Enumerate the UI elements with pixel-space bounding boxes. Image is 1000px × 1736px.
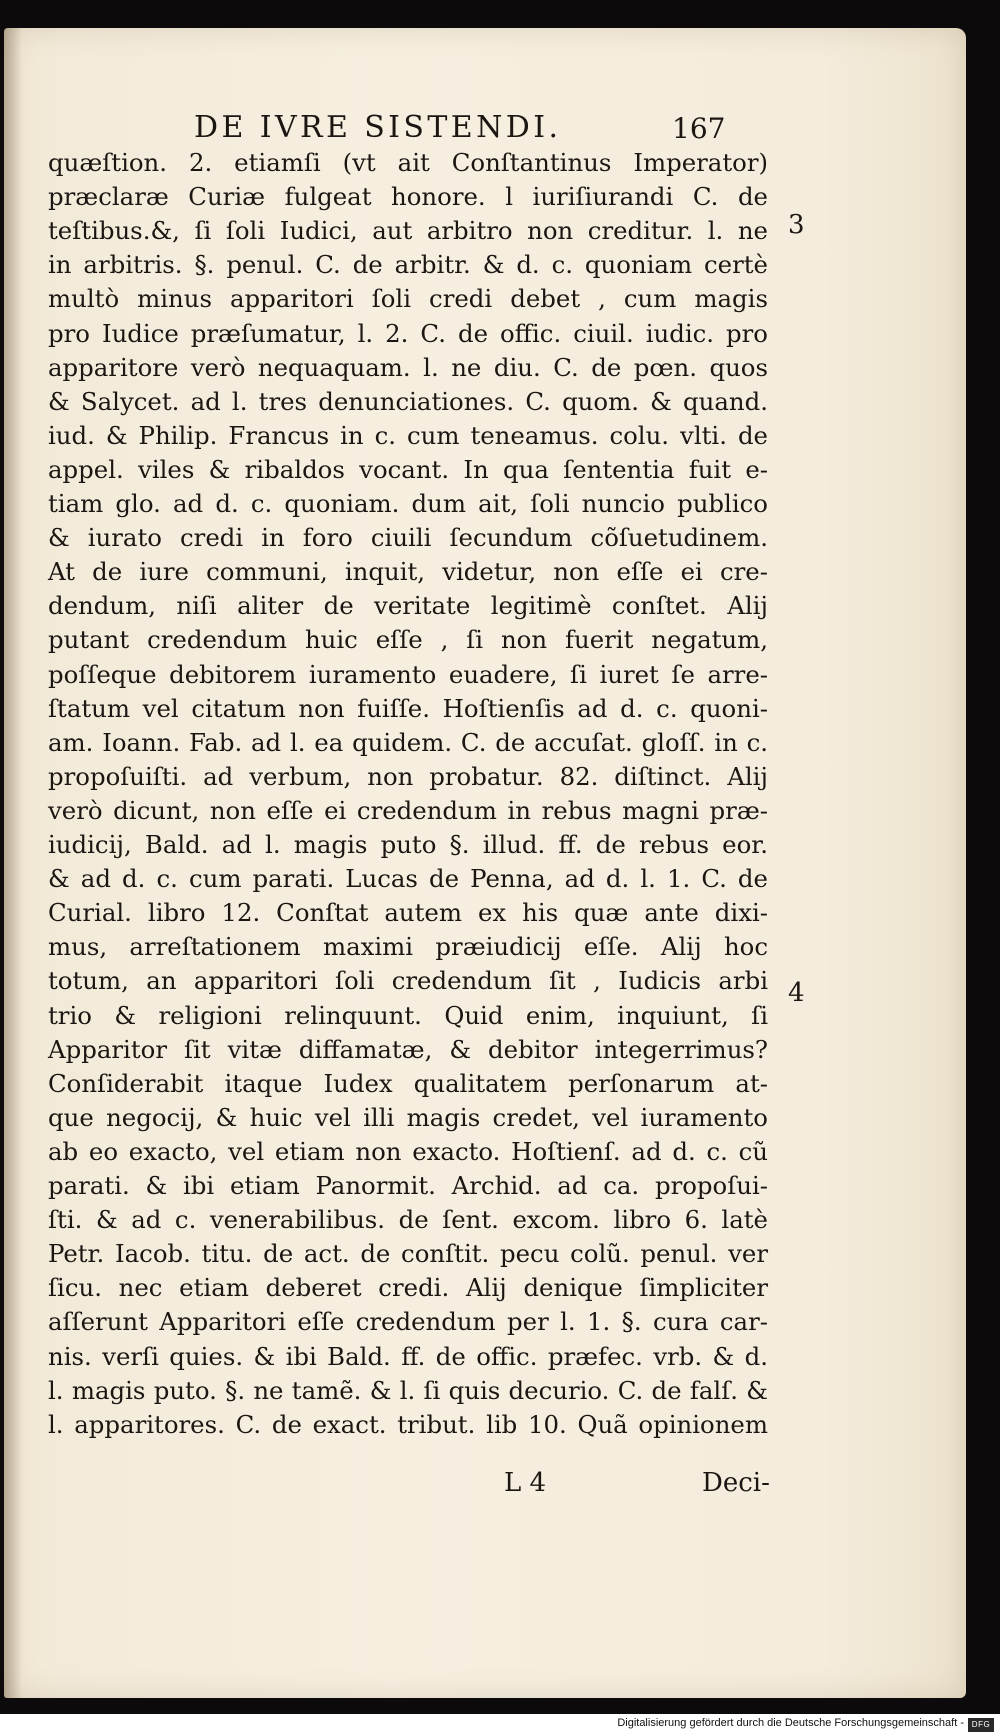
- text-line: l. magis puto. §. ne tamẽ. & l. ſi quis decurio. C. de falſ. &: [48, 1375, 768, 1405]
- text-line: totum, an apparitori ſoli credendum ſit , Iudicis arbi: [48, 966, 768, 996]
- text-line: tiam glo. ad d. c. quoniam. dum ait, ſoli nuncio publico: [48, 489, 768, 518]
- text-line: nis. verſi quies. & ibi Bald. ff. de offic. præfec. vrb. & d.: [48, 1341, 768, 1371]
- text-line: appel. viles & ribaldos vocant. In qua ſententia fuit e-: [48, 454, 768, 484]
- text-line: Conſiderabit itaque Iudex qualitatem perſonarum at-: [48, 1068, 768, 1098]
- text-line: Apparitor ſit vitæ diffamatæ, & debitor integerrimus?: [48, 1034, 768, 1064]
- text-line: aſſerunt Apparitori eſſe credendum per l. 1. §. cura car-: [48, 1307, 768, 1337]
- text-line: in arbitris. §. penul. C. de arbitr. & d. c. quoniam certè: [48, 250, 768, 280]
- credit-bar: [0, 1714, 1000, 1736]
- text-line: & Salycet. ad l. tres denunciationes. C. quom. & quand.: [48, 386, 768, 416]
- text-line: præclaræ Curiæ fulgeat honore. l iuriſiurandi C. de: [48, 182, 768, 212]
- text-line: ab eo exacto, vel etiam non exacto. Hoſtienſ. ad d. c. cũ: [48, 1136, 768, 1166]
- text-line: apparitore verò nequaquam. l. ne diu. C. de pœn. quos: [48, 352, 768, 382]
- signature-mark: L 4: [504, 1468, 547, 1498]
- text-line: dendum, niſi aliter de veritate legitimè conſtet. Alij: [48, 591, 768, 621]
- text-line: Petr. Iacob. titu. de act. de conſtit. pecu colũ. penul. ver: [48, 1239, 768, 1269]
- text-line: & iurato credi in foro ciuili ſecundum cõſuetudinem.: [48, 523, 768, 553]
- text-line: teſtibus.&, ſi ſoli Iudici, aut arbitro non creditur. l. ne: [48, 216, 768, 246]
- page-gutter-shadow: [4, 28, 22, 1698]
- marginal-number: 4: [788, 978, 805, 1008]
- text-line: poſſeque debitorem iuramento euadere, ſi iuret ſe arre-: [48, 659, 768, 689]
- marginal-number: 3: [788, 210, 805, 240]
- text-line: mus, arreſtationem maximi præiudicij eſſe. Alij hoc: [48, 932, 768, 962]
- page-number: 167: [672, 112, 726, 145]
- book-page: [4, 28, 966, 1698]
- text-line: parati. & ibi etiam Panormit. Archid. ad ca. propoſui-: [48, 1171, 768, 1200]
- text-line: ſti. & ad c. venerabilibus. de ſent. excom. libro 6. latè: [48, 1205, 768, 1235]
- text-line: que negocij, & huic vel illi magis credet, vel iuramento: [48, 1102, 768, 1132]
- text-line: At de iure communi, inquit, videtur, non eſſe ei cre-: [48, 557, 768, 587]
- text-line: putant credendum huic eſſe , ſi non fuerit negatum,: [48, 625, 768, 655]
- text-line: pro Iudice præſumatur, l. 2. C. de offic. ciuil. iudic. pro: [48, 318, 768, 348]
- catchword: Deci-: [702, 1468, 770, 1498]
- text-line: verò dicunt, non eſſe ei credendum in rebus magni præ-: [48, 795, 768, 825]
- text-line: Curial. libro 12. Conſtat autem ex his quæ ante dixi-: [48, 898, 768, 928]
- text-line: ſicu. nec etiam deberet credi. Alij denique ſimpliciter: [48, 1273, 768, 1303]
- text-line: trio & religioni relinquunt. Quid enim, inquiunt, ſi: [48, 1000, 768, 1030]
- text-line: propoſuiſti. ad verbum, non probatur. 82. diſtinct. Alij: [48, 761, 768, 791]
- text-line: iudicij, Bald. ad l. magis puto §. illud. ff. de rebus eor.: [48, 830, 768, 859]
- text-line: iud. & Philip. Francus in c. cum teneamus. colu. vlti. de: [48, 420, 768, 450]
- page-header: [194, 110, 794, 150]
- text-line: am. Ioann. Fab. ad l. ea quidem. C. de accuſat. gloſſ. in c.: [48, 727, 768, 757]
- text-line: multò minus apparitori ſoli credi debet , cum magis: [48, 284, 768, 314]
- dfg-logo: DFG: [968, 1718, 994, 1732]
- text-line: ſtatum vel citatum non fuiſſe. Hoſtienſis ad d. c. quoni-: [48, 693, 768, 723]
- text-line: l. apparitores. C. de exact. tribut. lib 10. Quã opinionem: [48, 1409, 768, 1439]
- running-head: DE IVRE SISTENDI.: [194, 110, 562, 145]
- text-line: & ad d. c. cum parati. Lucas de Penna, ad d. l. 1. C. de: [48, 864, 768, 894]
- credit-text: Digitalisierung gefördert durch die Deutsche Forschungsgemeinschaft -: [617, 1717, 964, 1729]
- text-line: quæſtion. 2. etiamſi (vt ait Conſtantinus Imperator): [48, 148, 768, 177]
